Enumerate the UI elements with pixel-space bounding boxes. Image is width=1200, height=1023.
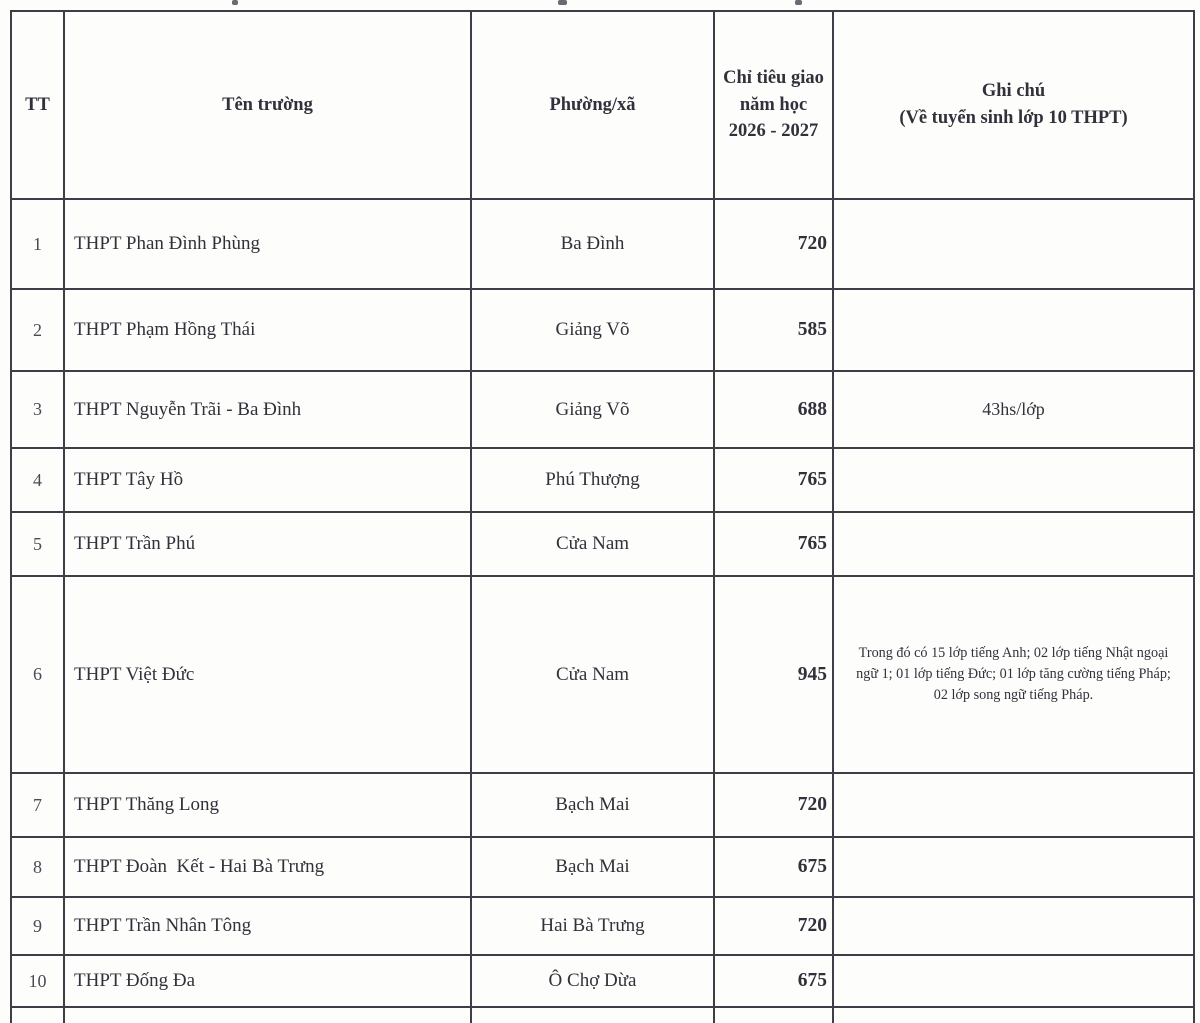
table-row (11, 1007, 1194, 1023)
header-quota: Chỉ tiêu giao năm học 2026 - 2027 (714, 11, 833, 199)
quota-cell: 765 (714, 448, 833, 512)
note-cell: 43hs/lớp (833, 371, 1194, 448)
ward-cell: Cửa Nam (471, 576, 714, 773)
header-ward: Phường/xã (471, 11, 714, 199)
table-row (11, 955, 1194, 1007)
school-name-cell: THPT Nguyễn Trãi - Ba Đình (64, 371, 471, 448)
ward-cell: Bạch Mai (471, 773, 714, 837)
table-row (11, 897, 1194, 955)
school-name-cell: THPT Phan Đình Phùng (64, 199, 471, 289)
row-number-cell: 10 (11, 955, 64, 1007)
row-number-cell: 2 (11, 289, 64, 371)
header-note-subtitle: (Về tuyển sinh lớp 10 THPT) (899, 108, 1128, 128)
ward-cell (471, 1007, 714, 1023)
note-cell (833, 512, 1194, 576)
header-tt: TT (11, 11, 64, 199)
note-cell (833, 1007, 1194, 1023)
row-number-cell: 8 (11, 837, 64, 897)
table-row (11, 773, 1194, 837)
note-cell (833, 837, 1194, 897)
row-number-cell: 6 (11, 576, 64, 773)
table-row (11, 289, 1194, 371)
cut-off-text-remnant (558, 0, 567, 5)
school-name-cell: THPT Trần Nhân Tông (64, 897, 471, 955)
quota-cell: 720 (714, 199, 833, 289)
note-cell (833, 955, 1194, 1007)
ward-cell: Ba Đình (471, 199, 714, 289)
school-name-cell: THPT Thăng Long (64, 773, 471, 837)
school-name-cell: THPT Việt Đức (64, 576, 471, 773)
cut-off-text-remnant (795, 0, 802, 5)
school-name-cell (64, 1007, 471, 1023)
row-number-cell: 5 (11, 512, 64, 576)
note-cell (833, 773, 1194, 837)
table-row (11, 837, 1194, 897)
ward-cell: Ô Chợ Dừa (471, 955, 714, 1007)
table-row (11, 371, 1194, 448)
quota-cell: 720 (714, 897, 833, 955)
school-name-cell: THPT Đống Đa (64, 955, 471, 1007)
school-name-cell: THPT Trần Phú (64, 512, 471, 576)
row-number-cell: 9 (11, 897, 64, 955)
ward-cell: Cửa Nam (471, 512, 714, 576)
school-name-cell: THPT Tây Hồ (64, 448, 471, 512)
ward-cell: Giảng Võ (471, 289, 714, 371)
ward-cell: Phú Thượng (471, 448, 714, 512)
quota-cell: 720 (714, 773, 833, 837)
table-row (11, 512, 1194, 576)
table-row (11, 199, 1194, 289)
note-cell (833, 897, 1194, 955)
quota-cell: 688 (714, 371, 833, 448)
table-row (11, 576, 1194, 773)
row-number-cell (11, 1007, 64, 1023)
quota-cell: 585 (714, 289, 833, 371)
table-body (11, 199, 1194, 1023)
quota-cell: 675 (714, 955, 833, 1007)
enrollment-quota-table (10, 10, 1195, 1023)
row-number-cell: 4 (11, 448, 64, 512)
header-school-name: Tên trường (64, 11, 471, 199)
quota-cell (714, 1007, 833, 1023)
header-row (11, 11, 1194, 199)
ward-cell: Giảng Võ (471, 371, 714, 448)
row-number-cell: 3 (11, 371, 64, 448)
school-name-cell: THPT Đoàn Kết - Hai Bà Trưng (64, 837, 471, 897)
ward-cell: Hai Bà Trưng (471, 897, 714, 955)
note-cell: Trong đó có 15 lớp tiếng Anh; 02 lớp tiếng Nhật ngoại ngữ 1; 01 lớp tiếng Đức; 01 lớp tăng cường tiếng Pháp; 02 lớp song ngữ tiếng Pháp. (833, 576, 1194, 773)
quota-cell: 945 (714, 576, 833, 773)
note-cell (833, 289, 1194, 371)
quota-cell: 675 (714, 837, 833, 897)
row-number-cell: 7 (11, 773, 64, 837)
table-row (11, 448, 1194, 512)
school-name-cell: THPT Phạm Hồng Thái (64, 289, 471, 371)
header-note-title: Ghi chú (981, 81, 1046, 102)
quota-cell: 765 (714, 512, 833, 576)
note-cell (833, 448, 1194, 512)
note-cell (833, 199, 1194, 289)
cut-off-text-remnant (232, 0, 238, 5)
ward-cell: Bạch Mai (471, 837, 714, 897)
row-number-cell: 1 (11, 199, 64, 289)
header-note (833, 11, 1194, 199)
